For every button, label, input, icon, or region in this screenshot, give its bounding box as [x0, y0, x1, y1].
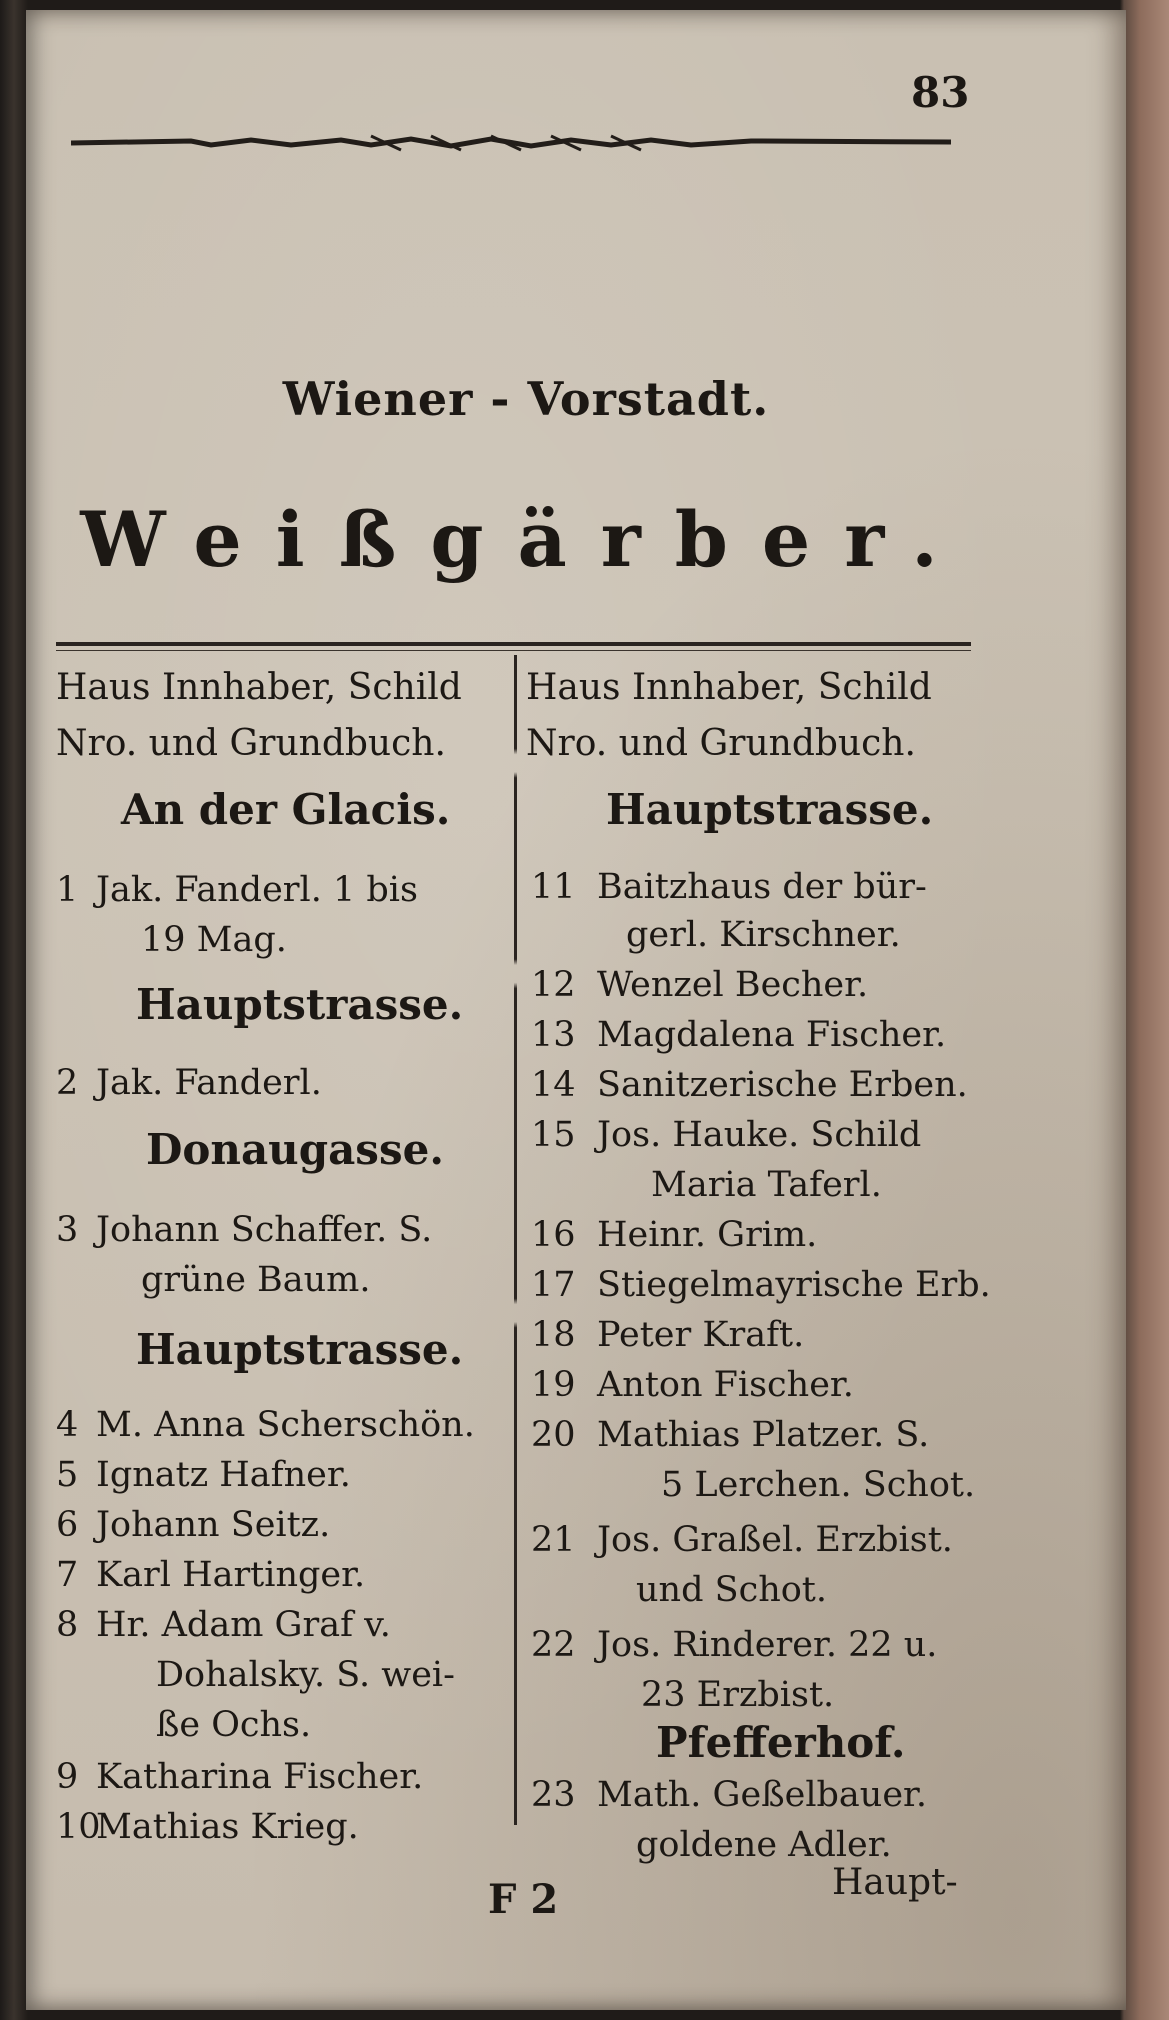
- house-number: 2: [56, 1063, 79, 1103]
- owner-text: Wenzel Becher.: [597, 965, 869, 1005]
- house-number: 10: [56, 1807, 101, 1847]
- section-heading: Donaugasse.: [146, 1125, 444, 1174]
- list-item: [56, 1205, 432, 1255]
- list-item: [56, 1058, 322, 1108]
- section-heading: Pfefferhof.: [656, 1718, 906, 1767]
- list-item-continuation: 23 Erzbist.: [641, 1675, 835, 1715]
- house-number: 9: [56, 1757, 79, 1797]
- list-item: [531, 960, 868, 1010]
- list-item-continuation: gerl. Kirschner.: [626, 915, 901, 955]
- page-number: 83: [911, 68, 970, 117]
- owner-text: Stiegelmayrische Erb.: [597, 1265, 991, 1305]
- house-number: 19: [531, 1365, 576, 1405]
- owner-text: Jos. Rinderer. 22 u.: [597, 1625, 938, 1665]
- header-line-2: Nro. und Grundbuch.: [56, 723, 446, 764]
- owner-text: Jak. Fanderl. 1 bis: [96, 870, 418, 910]
- table-top-rule-thin: [56, 650, 971, 651]
- main-title: Weißgärber.: [80, 495, 972, 584]
- house-number: 23: [531, 1775, 576, 1815]
- list-item: [531, 1770, 927, 1820]
- list-item: [531, 1010, 946, 1060]
- list-item: [56, 1600, 391, 1650]
- section-heading: Hauptstrasse.: [606, 785, 934, 834]
- section-heading: An der Glacis.: [121, 785, 451, 834]
- column-divider: [514, 655, 517, 1825]
- list-item: [531, 1620, 937, 1670]
- house-number: 5: [56, 1455, 79, 1495]
- table-top-rule: [56, 642, 971, 646]
- list-item: [56, 865, 418, 915]
- list-item: [531, 1360, 854, 1410]
- owner-text: Katharina Fischer.: [96, 1757, 424, 1797]
- house-number: 15: [531, 1115, 576, 1155]
- header-line-1: Haus Innhaber, Schild: [56, 667, 462, 708]
- list-item: [56, 1752, 423, 1802]
- left-column-header: [56, 660, 462, 772]
- house-number: 16: [531, 1215, 576, 1255]
- house-number: 7: [56, 1555, 79, 1595]
- list-item: [531, 1515, 953, 1565]
- list-item-continuation: 5 Lerchen. Schot.: [661, 1465, 976, 1505]
- list-item: [531, 1060, 968, 1110]
- owner-text: Mathias Krieg.: [96, 1807, 359, 1847]
- house-number: 11: [531, 867, 576, 907]
- owner-text: Jos. Hauke. Schild: [597, 1115, 922, 1155]
- house-number: 12: [531, 965, 576, 1005]
- house-number: 4: [56, 1405, 79, 1445]
- list-item-continuation: Dohalsky. S. wei-: [156, 1655, 455, 1695]
- ornamental-rule: [71, 128, 951, 158]
- house-number: 18: [531, 1315, 576, 1355]
- owner-text: M. Anna Scherschön.: [96, 1405, 475, 1445]
- header-line-2: Nro. und Grundbuch.: [526, 723, 916, 764]
- header-line-1: Haus Innhaber, Schild: [526, 667, 932, 708]
- list-item: [531, 1310, 804, 1360]
- section-heading: Hauptstrasse.: [136, 980, 464, 1029]
- list-item: [531, 862, 927, 912]
- owner-text: Johann Schaffer. S.: [96, 1210, 433, 1250]
- list-item: [531, 1110, 921, 1160]
- owner-text: Mathias Platzer. S.: [597, 1415, 930, 1455]
- owner-text: Math. Geßelbauer.: [597, 1775, 928, 1815]
- list-item: [531, 1410, 929, 1460]
- owner-text: Baitzhaus der bür-: [597, 867, 927, 907]
- house-number: 6: [56, 1505, 79, 1545]
- list-item: [531, 1260, 991, 1310]
- list-item-continuation: 19 Mag.: [141, 920, 287, 960]
- house-number: 14: [531, 1065, 576, 1105]
- list-item: [56, 1450, 351, 1500]
- right-column-header: [526, 660, 932, 772]
- owner-text: Heinr. Grim.: [597, 1215, 818, 1255]
- house-number: 20: [531, 1415, 576, 1455]
- district-heading: Wiener - Vorstadt.: [282, 372, 770, 426]
- owner-text: Ignatz Hafner.: [96, 1455, 351, 1495]
- owner-text: Jak. Fanderl.: [96, 1063, 322, 1103]
- list-item: [531, 1210, 817, 1260]
- list-item-continuation: grüne Baum.: [141, 1260, 371, 1300]
- owner-text: Anton Fischer.: [597, 1365, 854, 1405]
- owner-text: Johann Seitz.: [96, 1505, 331, 1545]
- owner-text: Peter Kraft.: [597, 1315, 805, 1355]
- owner-text: Sanitzerische Erben.: [597, 1065, 968, 1105]
- house-number: 1: [56, 870, 79, 910]
- house-number: 3: [56, 1210, 79, 1250]
- owner-text: Karl Hartinger.: [96, 1555, 366, 1595]
- owner-text: Jos. Graßel. Erzbist.: [597, 1520, 953, 1560]
- list-item-continuation: Maria Taferl.: [651, 1165, 882, 1205]
- section-heading: Hauptstrasse.: [136, 1325, 464, 1374]
- list-item-continuation: ße Ochs.: [156, 1705, 312, 1745]
- owner-text: Hr. Adam Graf v.: [96, 1605, 391, 1645]
- house-number: 13: [531, 1015, 576, 1055]
- house-number: 17: [531, 1265, 576, 1305]
- list-item-continuation: goldene Adler.: [636, 1825, 892, 1865]
- list-item-continuation: und Schot.: [636, 1570, 827, 1610]
- list-item: [56, 1500, 330, 1550]
- house-number: 21: [531, 1520, 576, 1560]
- catchword: Haupt-: [832, 1862, 958, 1903]
- page: [26, 10, 1126, 2010]
- list-item: [56, 1802, 359, 1852]
- house-number: 22: [531, 1625, 576, 1665]
- list-item: [56, 1400, 475, 1450]
- owner-text: Magdalena Fischer.: [597, 1015, 947, 1055]
- list-item: [56, 1550, 365, 1600]
- signature-mark: F 2: [488, 1876, 559, 1923]
- house-number: 8: [56, 1605, 79, 1645]
